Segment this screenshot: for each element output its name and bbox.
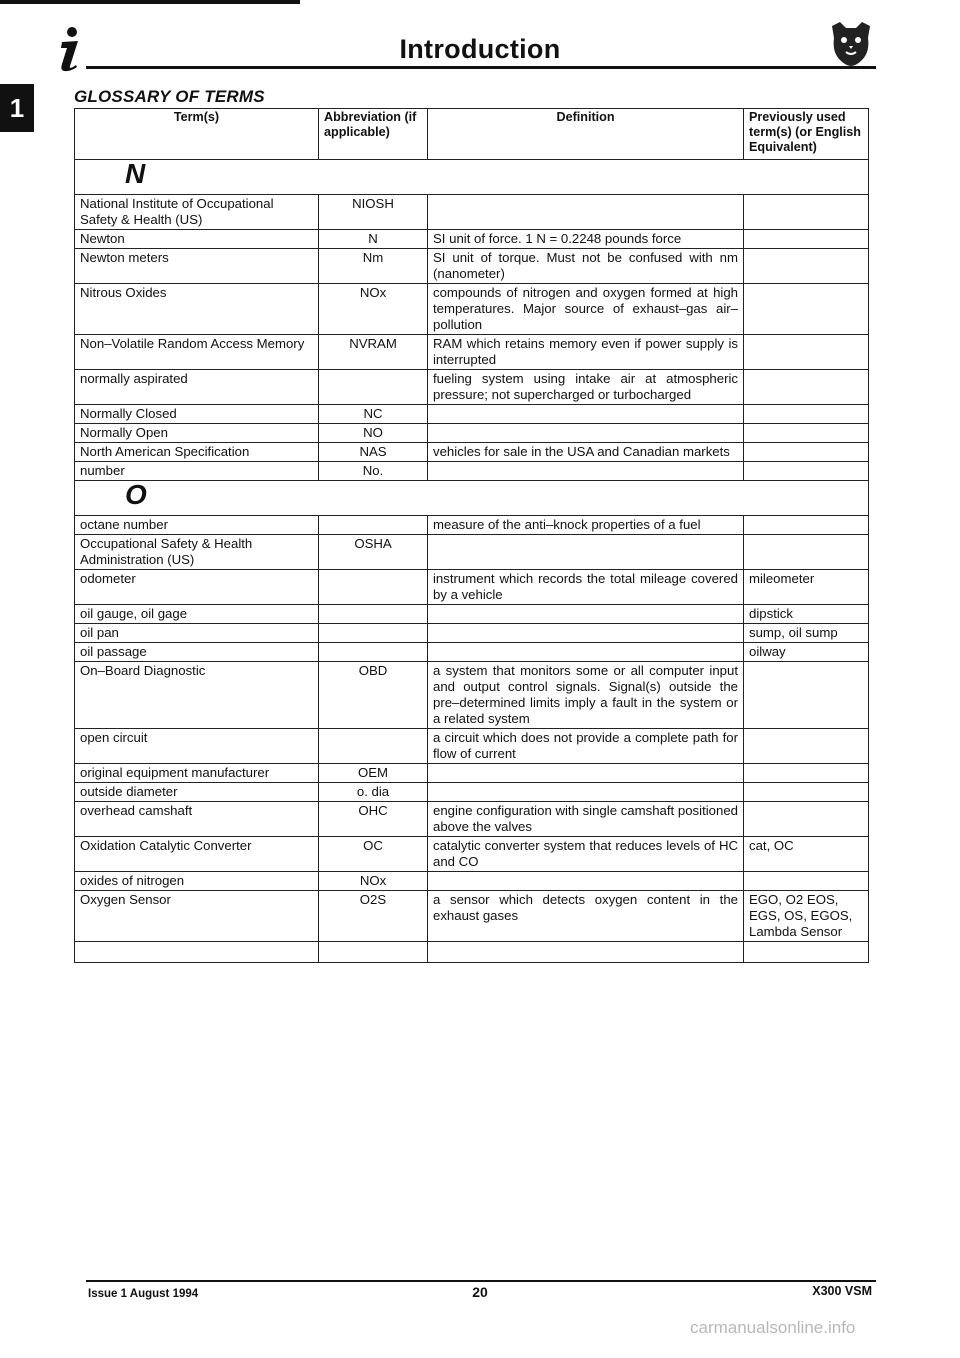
definition-cell [428, 424, 744, 443]
section-letter: O [75, 481, 869, 516]
glossary-table [74, 108, 869, 963]
table-row [75, 335, 869, 370]
term-cell: Nitrous Oxides [75, 284, 319, 335]
definition-cell [428, 764, 744, 783]
table-row [75, 570, 869, 605]
definition-cell: fueling system using intake air at atmospheric pressure; not supercharged or turbocharged [428, 370, 744, 405]
definition-cell [428, 605, 744, 624]
page-number: 20 [472, 1284, 488, 1300]
previous-term-cell [744, 662, 869, 729]
abbreviation-cell [319, 605, 428, 624]
term-cell: Normally Open [75, 424, 319, 443]
watermark: carmanualsonline.info [690, 1318, 856, 1337]
table-row [75, 535, 869, 570]
abbreviation-cell: No. [319, 462, 428, 481]
section-heading: GLOSSARY OF TERMS [74, 87, 265, 106]
abbreviation-cell: OBD [319, 662, 428, 729]
term-cell: octane number [75, 516, 319, 535]
previous-term-cell: sump, oil sump [744, 624, 869, 643]
previous-term-cell [744, 764, 869, 783]
table-row [75, 872, 869, 891]
section-letter: N [75, 160, 869, 195]
table-header-row [75, 109, 869, 160]
term-cell: original equipment manufacturer [75, 764, 319, 783]
previous-term-cell: dipstick [744, 605, 869, 624]
table-row [75, 284, 869, 335]
abbreviation-cell [319, 624, 428, 643]
definition-cell [428, 872, 744, 891]
term-cell: Oxygen Sensor [75, 891, 319, 942]
previous-term-cell [744, 872, 869, 891]
abbreviation-cell: NVRAM [319, 335, 428, 370]
previous-term-cell [744, 802, 869, 837]
abbreviation-cell: OHC [319, 802, 428, 837]
abbreviation-cell: NOx [319, 872, 428, 891]
term-cell: oil gauge, oil gage [75, 605, 319, 624]
previous-term-cell: EGO, O2 EOS, EGS, OS, EGOS, Lambda Sensor [744, 891, 869, 942]
term-cell: Oxidation Catalytic Converter [75, 837, 319, 872]
empty-cell [428, 942, 744, 963]
abbreviation-cell: NO [319, 424, 428, 443]
page-title: Introduction [399, 34, 561, 64]
previous-term-cell: cat, OC [744, 837, 869, 872]
previous-term-cell [744, 443, 869, 462]
definition-cell [428, 643, 744, 662]
empty-cell [75, 942, 319, 963]
top-bar [0, 0, 300, 4]
definition-cell: RAM which retains memory even if power supply is interrupted [428, 335, 744, 370]
definition-cell: engine configuration with single camshaft positioned above the valves [428, 802, 744, 837]
previous-term-cell [744, 335, 869, 370]
term-cell: overhead camshaft [75, 802, 319, 837]
abbreviation-cell [319, 370, 428, 405]
abbreviation-cell: O2S [319, 891, 428, 942]
table-bottom-row [75, 942, 869, 963]
definition-cell [428, 195, 744, 230]
abbreviation-cell: NIOSH [319, 195, 428, 230]
table-row [75, 802, 869, 837]
definition-cell: a circuit which does not provide a complete path for flow of current [428, 729, 744, 764]
term-cell: Newton meters [75, 249, 319, 284]
table-row [75, 462, 869, 481]
previous-term-cell [744, 284, 869, 335]
definition-cell [428, 624, 744, 643]
term-cell: number [75, 462, 319, 481]
previous-term-cell [744, 370, 869, 405]
table-row [75, 643, 869, 662]
abbreviation-cell [319, 729, 428, 764]
table-row [75, 443, 869, 462]
abbreviation-cell: OSHA [319, 535, 428, 570]
table-row [75, 230, 869, 249]
definition-cell: a system that monitors some or all computer input and output control signals. Signal(s) outside the pre–determined limits imply a fault in the system or a related system [428, 662, 744, 729]
letter-row [75, 481, 869, 516]
jaguar-logo-icon [826, 18, 876, 68]
term-cell: Occupational Safety & Health Administration (US) [75, 535, 319, 570]
table-row [75, 729, 869, 764]
previous-term-cell [744, 783, 869, 802]
column-header-definition: Definition [428, 109, 744, 160]
previous-term-cell [744, 462, 869, 481]
table-row [75, 370, 869, 405]
definition-cell [428, 405, 744, 424]
column-header-abbreviation: Abbreviation (if applicable) [319, 109, 428, 160]
footer-rule [86, 1280, 876, 1282]
term-cell: National Institute of Occupational Safety & Health (US) [75, 195, 319, 230]
column-header-term: Term(s) [75, 109, 319, 160]
definition-cell: a sensor which detects oxygen content in the exhaust gases [428, 891, 744, 942]
header-rule [86, 66, 876, 69]
manual-code: X300 VSM [812, 1284, 872, 1298]
previous-term-cell [744, 424, 869, 443]
term-cell: North American Specification [75, 443, 319, 462]
abbreviation-cell [319, 516, 428, 535]
definition-cell [428, 462, 744, 481]
table-row [75, 516, 869, 535]
abbreviation-cell: N [319, 230, 428, 249]
table-row [75, 662, 869, 729]
table-row [75, 783, 869, 802]
definition-cell: SI unit of force. 1 N = 0.2248 pounds force [428, 230, 744, 249]
definition-cell: compounds of nitrogen and oxygen formed at high temperatures. Major source of exhaust–gas air–pollution [428, 284, 744, 335]
table-row [75, 624, 869, 643]
term-cell: oil pan [75, 624, 319, 643]
abbreviation-cell: Nm [319, 249, 428, 284]
table-row [75, 764, 869, 783]
abbreviation-cell: o. dia [319, 783, 428, 802]
previous-term-cell [744, 249, 869, 284]
previous-term-cell [744, 195, 869, 230]
term-cell: oil passage [75, 643, 319, 662]
abbreviation-cell [319, 643, 428, 662]
table-row [75, 891, 869, 942]
abbreviation-cell [319, 570, 428, 605]
definition-cell [428, 535, 744, 570]
previous-term-cell: oilway [744, 643, 869, 662]
definition-cell: vehicles for sale in the USA and Canadian markets [428, 443, 744, 462]
previous-term-cell [744, 729, 869, 764]
letter-row [75, 160, 869, 195]
term-cell: outside diameter [75, 783, 319, 802]
previous-term-cell [744, 535, 869, 570]
term-cell: normally aspirated [75, 370, 319, 405]
column-header-previous-term: Previously used term(s) (or English Equivalent) [744, 109, 869, 160]
abbreviation-cell: OEM [319, 764, 428, 783]
definition-cell: catalytic converter system that reduces levels of HC and CO [428, 837, 744, 872]
table-row [75, 424, 869, 443]
term-cell: open circuit [75, 729, 319, 764]
empty-cell [319, 942, 428, 963]
empty-cell [744, 942, 869, 963]
term-cell: Non–Volatile Random Access Memory [75, 335, 319, 370]
term-cell: On–Board Diagnostic [75, 662, 319, 729]
abbreviation-cell: OC [319, 837, 428, 872]
abbreviation-cell: NAS [319, 443, 428, 462]
previous-term-cell [744, 405, 869, 424]
previous-term-cell [744, 516, 869, 535]
footer-issue: Issue 1 August 1994 [88, 1288, 199, 1300]
table-row [75, 605, 869, 624]
section-tab: 1 [0, 84, 34, 132]
abbreviation-cell: NOx [319, 284, 428, 335]
previous-term-cell: mileometer [744, 570, 869, 605]
term-cell: oxides of nitrogen [75, 872, 319, 891]
table-row [75, 249, 869, 284]
previous-term-cell [744, 230, 869, 249]
term-cell: odometer [75, 570, 319, 605]
definition-cell: measure of the anti–knock properties of a fuel [428, 516, 744, 535]
table-row [75, 405, 869, 424]
term-cell: Normally Closed [75, 405, 319, 424]
term-cell: Newton [75, 230, 319, 249]
table-row [75, 195, 869, 230]
definition-cell [428, 783, 744, 802]
definition-cell: instrument which records the total mileage covered by a vehicle [428, 570, 744, 605]
table-row [75, 837, 869, 872]
definition-cell: SI unit of torque. Must not be confused with nm (nanometer) [428, 249, 744, 284]
abbreviation-cell: NC [319, 405, 428, 424]
